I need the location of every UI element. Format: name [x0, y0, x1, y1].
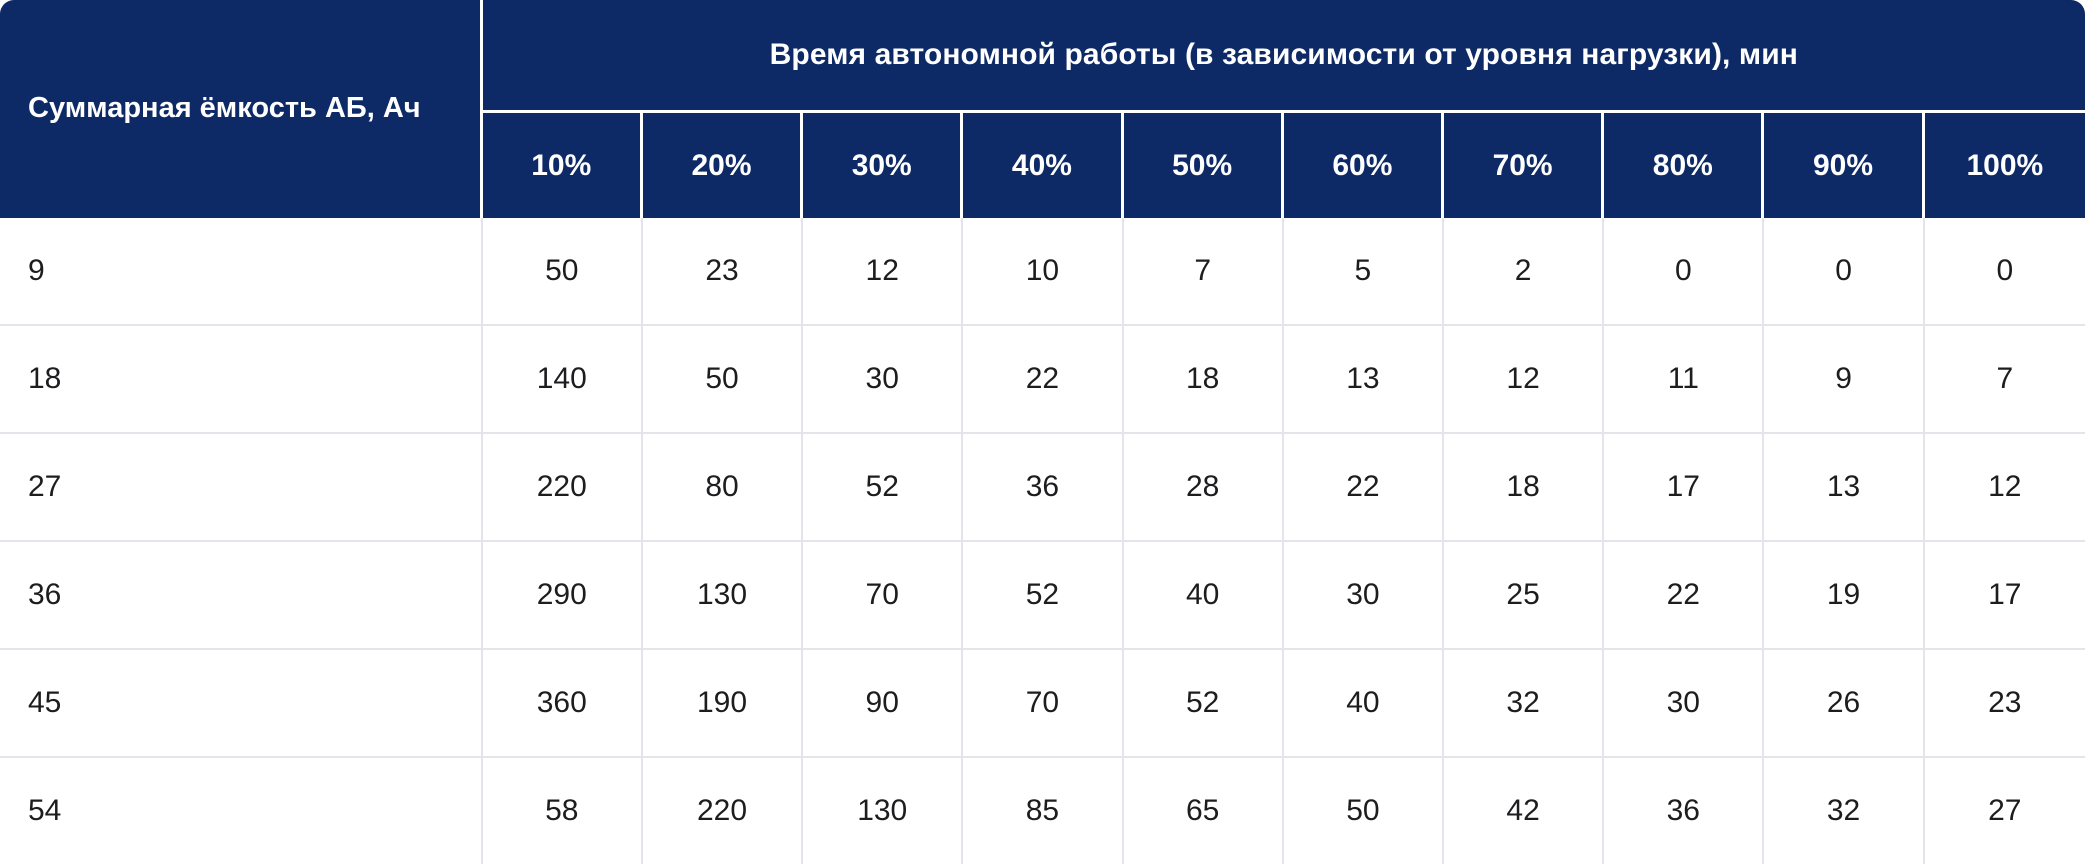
- cell-value: 70: [963, 650, 1123, 758]
- cell-value: 140: [483, 326, 643, 434]
- cell-value: 80: [643, 434, 803, 542]
- column-header-load-80: 80%: [1604, 113, 1764, 218]
- column-header-load-100: 100%: [1925, 113, 2085, 218]
- table-row: [0, 542, 2085, 650]
- header-row-top: [0, 0, 2085, 113]
- cell-value: 30: [1284, 542, 1444, 650]
- column-header-load-60: 60%: [1284, 113, 1444, 218]
- cell-value: 50: [483, 218, 643, 326]
- cell-value: 7: [1124, 218, 1284, 326]
- cell-value: 11: [1604, 326, 1764, 434]
- column-group-header-autonomy-time: Время автономной работы (в зависимости от уровня нагрузки), мин: [483, 0, 2085, 113]
- cell-value: 40: [1124, 542, 1284, 650]
- cell-value: 70: [803, 542, 963, 650]
- cell-value: 13: [1284, 326, 1444, 434]
- cell-value: 28: [1124, 434, 1284, 542]
- cell-value: 220: [483, 434, 643, 542]
- cell-value: 10: [963, 218, 1123, 326]
- cell-value: 290: [483, 542, 643, 650]
- cell-value: 12: [1444, 326, 1604, 434]
- cell-value: 40: [1284, 650, 1444, 758]
- column-header-load-90: 90%: [1764, 113, 1924, 218]
- cell-value: 19: [1764, 542, 1924, 650]
- column-header-load-70: 70%: [1444, 113, 1604, 218]
- table-row: [0, 218, 2085, 326]
- cell-value: 0: [1764, 218, 1924, 326]
- cell-capacity: 54: [0, 758, 483, 864]
- cell-value: 26: [1764, 650, 1924, 758]
- cell-value: 52: [803, 434, 963, 542]
- cell-value: 22: [1284, 434, 1444, 542]
- cell-capacity: 9: [0, 218, 483, 326]
- cell-value: 52: [1124, 650, 1284, 758]
- cell-value: 18: [1124, 326, 1284, 434]
- cell-value: 12: [1925, 434, 2085, 542]
- cell-value: 0: [1925, 218, 2085, 326]
- cell-value: 32: [1444, 650, 1604, 758]
- cell-value: 130: [643, 542, 803, 650]
- table-row: [0, 650, 2085, 758]
- cell-value: 9: [1764, 326, 1924, 434]
- cell-value: 360: [483, 650, 643, 758]
- cell-value: 23: [1925, 650, 2085, 758]
- cell-value: 5: [1284, 218, 1444, 326]
- cell-value: 25: [1444, 542, 1604, 650]
- cell-value: 220: [643, 758, 803, 864]
- table-row: [0, 434, 2085, 542]
- cell-value: 7: [1925, 326, 2085, 434]
- column-header-load-40: 40%: [963, 113, 1123, 218]
- cell-value: 23: [643, 218, 803, 326]
- cell-value: 50: [1284, 758, 1444, 864]
- cell-value: 17: [1604, 434, 1764, 542]
- cell-value: 30: [803, 326, 963, 434]
- cell-value: 17: [1925, 542, 2085, 650]
- cell-value: 130: [803, 758, 963, 864]
- cell-value: 22: [1604, 542, 1764, 650]
- cell-value: 42: [1444, 758, 1604, 864]
- cell-value: 36: [1604, 758, 1764, 864]
- column-header-capacity: Суммарная ёмкость АБ, Ач: [0, 0, 483, 218]
- cell-value: 18: [1444, 434, 1604, 542]
- cell-capacity: 36: [0, 542, 483, 650]
- cell-capacity: 45: [0, 650, 483, 758]
- column-header-load-50: 50%: [1124, 113, 1284, 218]
- cell-value: 2: [1444, 218, 1604, 326]
- cell-value: 85: [963, 758, 1123, 864]
- cell-value: 27: [1925, 758, 2085, 864]
- cell-value: 22: [963, 326, 1123, 434]
- cell-value: 30: [1604, 650, 1764, 758]
- cell-value: 36: [963, 434, 1123, 542]
- cell-value: 190: [643, 650, 803, 758]
- cell-value: 52: [963, 542, 1123, 650]
- cell-capacity: 18: [0, 326, 483, 434]
- cell-value: 12: [803, 218, 963, 326]
- cell-value: 13: [1764, 434, 1924, 542]
- cell-capacity: 27: [0, 434, 483, 542]
- cell-value: 65: [1124, 758, 1284, 864]
- column-header-load-30: 30%: [803, 113, 963, 218]
- column-header-load-10: 10%: [483, 113, 643, 218]
- table-body: [0, 218, 2085, 864]
- table-row: [0, 326, 2085, 434]
- cell-value: 50: [643, 326, 803, 434]
- cell-value: 0: [1604, 218, 1764, 326]
- column-header-load-20: 20%: [643, 113, 803, 218]
- table-row: [0, 758, 2085, 864]
- cell-value: 58: [483, 758, 643, 864]
- cell-value: 90: [803, 650, 963, 758]
- table-header: [0, 0, 2085, 218]
- cell-value: 32: [1764, 758, 1924, 864]
